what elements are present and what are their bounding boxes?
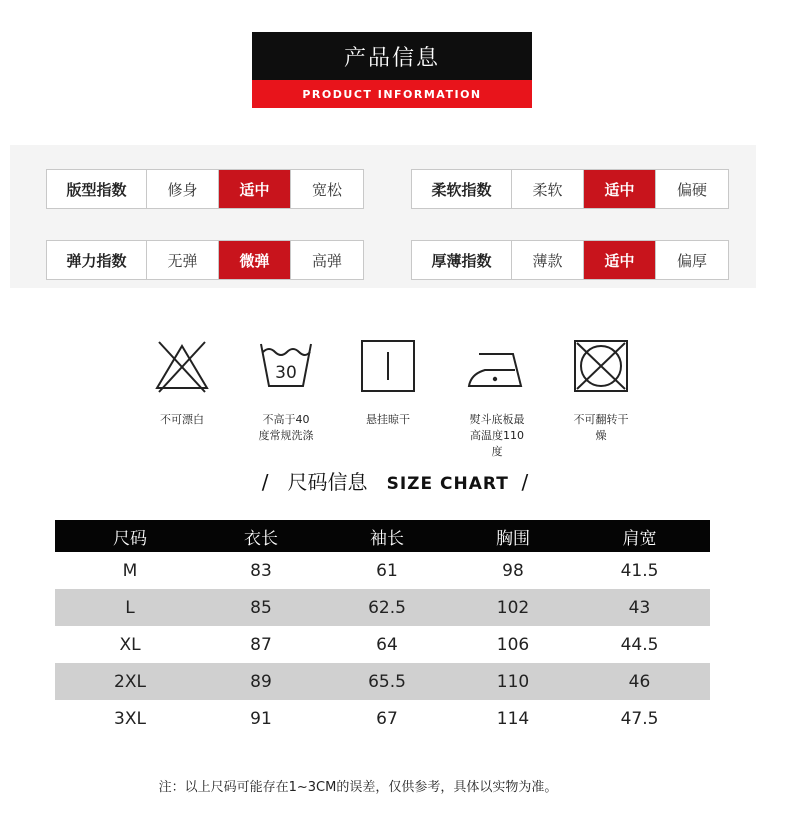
index-option: 高弹 <box>311 251 342 270</box>
index-row-elasticity <box>46 240 364 280</box>
table-row <box>55 663 710 700</box>
table-cell: 64 <box>376 634 398 655</box>
iron-low-icon <box>465 338 529 394</box>
index-option-selected: 适中 <box>584 170 656 208</box>
column-header: 袖长 <box>317 520 457 552</box>
table-cell: 44.5 <box>620 634 659 655</box>
care-label: 不高于40 度常规洗涤 <box>258 413 314 442</box>
table-cell: L <box>55 589 205 626</box>
size-chart-heading: / 尺码信息 SIZE CHART / <box>261 470 529 494</box>
table-cell: 85 <box>205 589 317 626</box>
table-cell: 102 <box>457 589 569 626</box>
care-item-hang-dry <box>343 338 433 428</box>
size-table-header <box>55 520 710 552</box>
index-option: 偏厚 <box>676 251 707 270</box>
column-header: 胸围 <box>457 520 569 552</box>
table-cell: 91 <box>250 708 272 729</box>
table-cell: XL <box>119 634 141 655</box>
product-info-banner <box>252 32 532 108</box>
table-cell: 87 <box>250 634 272 655</box>
svg-text:30: 30 <box>275 363 297 383</box>
index-option: 修身 <box>147 170 219 208</box>
table-cell: 46 <box>569 663 710 700</box>
care-item-iron <box>452 338 542 460</box>
size-note: 注：以上尺码可能存在1~3CM的误差，仅供参考，具体以实物为准。 <box>158 780 558 795</box>
no-bleach-icon <box>153 338 211 394</box>
index-label: 柔软指数 <box>412 170 512 208</box>
table-cell: 61 <box>376 560 398 581</box>
index-option: 宽松 <box>311 180 342 199</box>
index-option: 柔软 <box>512 170 584 208</box>
table-cell: 43 <box>569 589 710 626</box>
hang-dry-icon <box>359 338 417 394</box>
index-option: 薄款 <box>512 241 584 279</box>
table-cell: M <box>122 560 138 581</box>
table-row <box>55 700 710 737</box>
table-row <box>55 626 710 663</box>
table-cell: 65.5 <box>317 663 457 700</box>
size-table <box>55 520 710 737</box>
index-option-selected: 微弹 <box>219 241 291 279</box>
index-option: 无弹 <box>147 241 219 279</box>
care-item-no-bleach <box>137 338 227 428</box>
table-cell: 106 <box>496 634 530 655</box>
care-item-no-tumble-dry <box>556 338 646 444</box>
table-row <box>55 552 710 589</box>
table-cell: 67 <box>376 708 398 729</box>
table-cell: 3XL <box>114 708 146 729</box>
table-cell: 62.5 <box>317 589 457 626</box>
care-label: 熨斗底板最 高温度110 度 <box>469 413 525 458</box>
index-option-selected: 适中 <box>219 170 291 208</box>
column-header: 肩宽 <box>569 520 710 552</box>
care-item-wash-30 <box>241 338 331 444</box>
table-cell: 110 <box>457 663 569 700</box>
table-row <box>55 589 710 626</box>
index-option: 偏硬 <box>676 180 707 199</box>
care-label: 不可翻转干 燥 <box>573 413 629 442</box>
column-header: 尺码 <box>55 520 205 552</box>
care-label: 不可漂白 <box>160 413 204 426</box>
index-row-softness <box>411 169 729 209</box>
banner-title: 产品信息 <box>252 32 532 80</box>
fit-index-panel <box>10 145 756 288</box>
table-cell: 89 <box>205 663 317 700</box>
wash-30-icon <box>257 338 315 394</box>
index-label: 弹力指数 <box>47 241 147 279</box>
no-tumble-dry-icon <box>572 338 630 394</box>
index-label: 厚薄指数 <box>412 241 512 279</box>
table-cell: 41.5 <box>620 560 659 581</box>
table-cell: 114 <box>496 708 530 729</box>
care-label: 悬挂晾干 <box>366 413 410 426</box>
table-cell: 47.5 <box>620 708 659 729</box>
table-cell: 98 <box>502 560 524 581</box>
index-option-selected: 适中 <box>584 241 656 279</box>
index-row-thickness <box>411 240 729 280</box>
table-cell: 83 <box>250 560 272 581</box>
index-label: 版型指数 <box>47 170 147 208</box>
index-row-fit <box>46 169 364 209</box>
table-cell: 2XL <box>55 663 205 700</box>
column-header: 衣长 <box>205 520 317 552</box>
banner-subtitle: PRODUCT INFORMATION <box>252 80 532 108</box>
